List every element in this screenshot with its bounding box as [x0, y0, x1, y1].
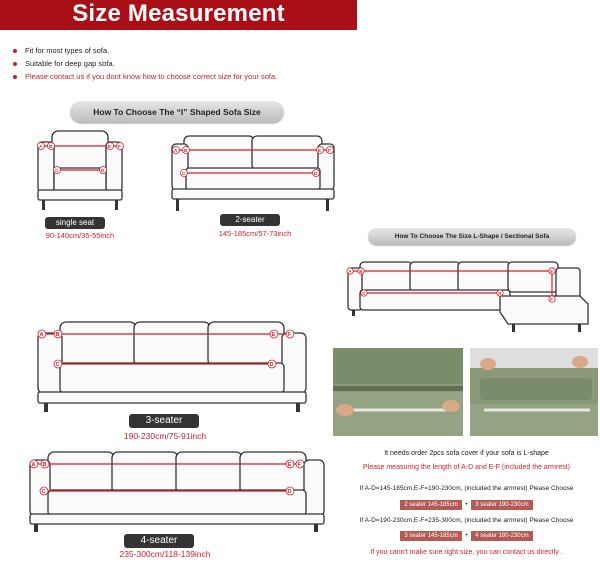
marker-f: F	[297, 462, 301, 468]
instruction-line: If A-D=145-185cm,E-F=190-230cm, (included the armrest) Please Choose	[359, 485, 574, 492]
l-shape-sofa-icon	[347, 262, 588, 332]
marker-b: B	[49, 144, 53, 149]
marker-a: A	[348, 269, 352, 274]
two-seater-range: 145-185cm/57-73inch	[218, 229, 292, 238]
single-seat-range: 90-140cm/35-55inch	[45, 231, 115, 240]
measuring-photo-left-image	[333, 348, 463, 436]
size-chip: 4 seater 190-230cm	[471, 531, 532, 541]
marker-f: F	[118, 144, 121, 149]
two-seater-label: 2-seater	[220, 214, 280, 226]
marker-c: C	[55, 168, 59, 173]
marker-c: C	[41, 489, 46, 495]
list-item: Fit for most types of sofa.	[13, 44, 277, 57]
contact-note: If you cann't make sure right size, you can contact us directly .	[370, 549, 563, 556]
three-seater-label: 3-seater	[129, 414, 199, 428]
marker-a: A	[39, 332, 44, 338]
marker-e: E	[271, 332, 276, 338]
marker-e: E	[550, 269, 554, 274]
marker-d: D	[314, 171, 318, 176]
marker-d: D	[269, 362, 274, 368]
marker-b: B	[55, 332, 60, 338]
i-shape-heading: How To Choose The “I” Shaped Sofa Size	[70, 101, 284, 123]
marker-e: E	[318, 148, 322, 153]
marker-b: B	[184, 148, 188, 153]
marker-f: F	[287, 332, 291, 338]
marker-c: C	[362, 291, 366, 296]
marker-f: F	[328, 148, 331, 153]
l-shape-heading: How To Choose The Size L-Shape / Sectional Sofa	[368, 228, 576, 245]
three-seater-sofa-icon	[38, 322, 306, 412]
size-chip: 3 seater 190-230cm	[471, 500, 532, 510]
instruction-line: If A-D=190-230cm,E-F=235-300cm, (included the armrest) Please Choose	[359, 517, 574, 524]
plus-sign: +	[464, 533, 469, 539]
four-seater-sofa-icon	[30, 452, 324, 532]
four-seater-label: 4-seater	[124, 534, 194, 548]
marker-e: E	[287, 462, 292, 468]
instruction-line: Please measuring the length of A-D and E-F (included the armrest)	[363, 464, 570, 471]
size-choice-2	[333, 531, 600, 541]
marker-b: B	[359, 269, 363, 274]
list-item: Please contact us if you dont know how to choose correct size for your sofa.	[13, 70, 277, 83]
marker-b: B	[42, 462, 47, 468]
marker-a: A	[39, 144, 43, 149]
measuring-photo-right-image	[470, 348, 598, 436]
instruction-line: It needs order 2pcs sofa cover if your sofa is L-shape	[384, 450, 549, 457]
marker-c: C	[55, 362, 60, 368]
list-item: Suitable for deep gap sofa.	[13, 57, 277, 70]
size-choice-1	[333, 500, 600, 510]
three-seater-range: 190-230cm/75-91inch	[123, 431, 207, 441]
marker-c: C	[182, 171, 186, 176]
single-seat-sofa-icon	[38, 131, 124, 210]
page-title: Size Measurement	[72, 0, 285, 27]
marker-f: F	[550, 297, 553, 302]
measuring-photo-left	[333, 348, 463, 436]
marker-a: A	[31, 462, 36, 468]
marker-a: A	[174, 148, 178, 153]
size-chip: 3 seater 145-185cm	[400, 531, 461, 541]
marker-d: D	[101, 168, 105, 173]
marker-d: D	[498, 291, 502, 296]
plus-sign: +	[464, 502, 469, 508]
two-seater-sofa-icon	[172, 136, 334, 211]
measuring-photo-right	[470, 348, 598, 436]
marker-e: E	[108, 144, 112, 149]
size-chip: 2 seater 145-185cm	[400, 500, 461, 510]
single-seat-label: single seat	[45, 217, 105, 229]
four-seater-range: 235-300cm/118-139inch	[119, 549, 211, 559]
marker-d: D	[287, 489, 292, 495]
